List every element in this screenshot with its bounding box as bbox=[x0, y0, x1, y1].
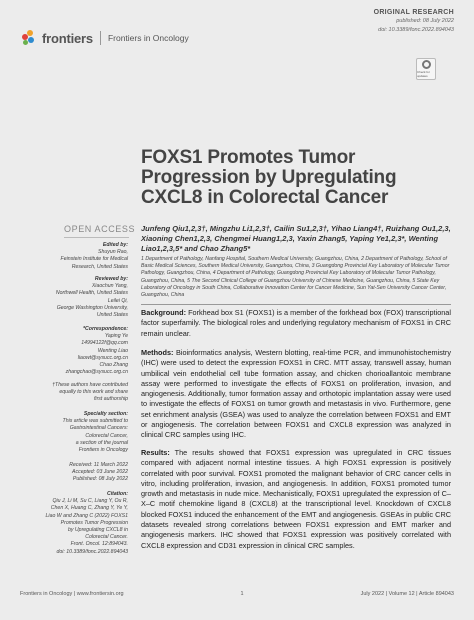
citation-line: Colorectal Cancer. bbox=[85, 534, 128, 541]
reviewer-line: Leilei Qi, bbox=[107, 297, 128, 304]
frontiers-logo[interactable] bbox=[22, 30, 189, 46]
correspondence-email[interactable]: 14994122f@qq.com bbox=[81, 340, 128, 347]
frontiers-logo-icon bbox=[22, 30, 38, 46]
methods-text: Bioinformatics analysis, Western blotting, real-time PCR, and immunohistochemistry (IHC) were used to detect the expression FOXS1 in CRC. MTT assay, transwell assay, human umbilical vein endothelial cell tube formation assay, and chicken chorioallantoic membrane assay were performed to investigate the effects of FOXS1 on proliferation, invasion, and angiogenesis. Additionally, tumor formation assay and orthotopic implantation assay were used to investigate the effects of FOXS1 on tumor growth and metastasis in vivo. Furthermore, gene set enrichment analysis (GSEA) was used to analyze the correlation between FOXS1 and EMT or angiogenesis. The correlation between FOXS1 and CXCL8 expression was analyzed in clinical CRC samples using IHC. bbox=[141, 348, 451, 440]
editor-line: Research, United States bbox=[71, 263, 128, 270]
published-date-left: Published: 08 July 2022 bbox=[72, 476, 128, 483]
contribution-note bbox=[30, 382, 128, 404]
specialty-line: a section of the journal bbox=[75, 439, 128, 446]
results-label: Results: bbox=[141, 448, 170, 457]
correspondence-line: Wenting Liao bbox=[97, 347, 128, 354]
article-type: ORIGINAL RESEARCH bbox=[373, 9, 454, 16]
correspondence-section bbox=[30, 326, 128, 376]
correspondence-email[interactable]: zhangchao@sysucc.org.cn bbox=[65, 369, 128, 376]
reviewer-line: United States bbox=[96, 312, 128, 319]
open-access-divider bbox=[64, 237, 129, 238]
citation-line: Chen X, Huang C, Zhang Y, Ye Y, bbox=[50, 505, 128, 512]
specialty-line: Gastrointestinal Cancers: bbox=[69, 425, 128, 432]
contribution-line: equally to this work and share bbox=[59, 389, 128, 396]
citation-doi[interactable]: doi: 10.3389/fonc.2022.894043 bbox=[56, 548, 128, 555]
page-number: 1 bbox=[240, 591, 244, 597]
citation-heading: Citation: bbox=[106, 491, 128, 497]
article-meta bbox=[374, 8, 454, 35]
citation-section bbox=[30, 491, 128, 556]
doi[interactable]: doi: 10.3389/fonc.2022.894043 bbox=[378, 27, 454, 33]
reviewer-line: Xiaochun Yang, bbox=[91, 283, 128, 290]
affiliations: 1 Department of Pathology, Nanfang Hospital, Southern Medical University, Guangzhou, China, 2 Department of Pathology, School of Basic Medical Sciences, Southern Medical University, Guangzhou, China, 3 Guangdong Provincial Key Laboratory of Molecular Tumor Pathology, Guangzhou, China, 4 Department of Pathology, Guangdong Provincial Key Laboratory of Molecular Tumor Pathology, Guangzhou, China, 5 The Second Clinical College of Guangzhou University of Chinese Medicine, Guangzhou, China, 5 State Key Laboratory of Oncology in South China, Collaborative Innovation Center for Cancer Medicine, Sun Yat-Sen University Cancer Center, Guangzhou, China bbox=[141, 256, 450, 299]
brand-name: frontiers bbox=[42, 30, 93, 46]
abstract-background bbox=[141, 308, 451, 339]
specialty-line: This article was submitted to bbox=[62, 418, 128, 425]
methods-label: Methods: bbox=[141, 348, 174, 357]
editor-line: Shuyun Rao, bbox=[98, 249, 128, 256]
contribution-line: first authorship bbox=[93, 396, 128, 403]
specialty-section bbox=[30, 411, 128, 454]
background-label: Background: bbox=[141, 308, 186, 317]
journal-name: Frontiers in Oncology bbox=[107, 33, 189, 43]
check-updates-icon bbox=[422, 60, 431, 69]
edited-by-section bbox=[30, 242, 128, 271]
specialty-heading: Specialty section: bbox=[83, 411, 128, 417]
reviewer-line: Northwell Health, United States bbox=[55, 290, 128, 297]
reviewed-by-heading: Reviewed by: bbox=[94, 276, 128, 282]
editor-line: Feinstein Institute for Medical bbox=[60, 256, 128, 263]
correspondence-line: Chao Zhang bbox=[99, 362, 128, 369]
published-date: published: 08 July 2022 bbox=[396, 18, 454, 24]
abstract-top-divider bbox=[141, 304, 451, 305]
correspondence-line: Yaping Ye bbox=[104, 333, 128, 340]
reviewer-line: George Washington University, bbox=[56, 304, 128, 311]
open-access-label: OPEN ACCESS bbox=[64, 224, 136, 234]
specialty-line: Frontiers in Oncology bbox=[78, 447, 128, 454]
check-updates-label: Check for updates bbox=[417, 70, 430, 78]
footer-volume: July 2022 | Volume 12 | Article 894043 bbox=[360, 591, 454, 597]
page-footer bbox=[20, 591, 454, 597]
correspondence-heading: *Correspondence: bbox=[83, 326, 128, 332]
correspondence-email[interactable]: liaowt@sysucc.org.cn bbox=[77, 354, 128, 361]
contribution-line: †These authors have contributed bbox=[52, 382, 128, 388]
received-date: Received: 11 March 2022 bbox=[69, 462, 128, 468]
accepted-date: Accepted: 03 June 2022 bbox=[72, 469, 128, 476]
article-title: FOXS1 Promotes Tumor Progression by Upregulating CXCL8 in Colorectal Cancer bbox=[141, 147, 397, 208]
citation-line: Front. Oncol. 12:894043. bbox=[70, 541, 128, 548]
citation-line: Liao W and Zhang C (2022) FOXS1 bbox=[45, 512, 128, 519]
reviewed-by-section bbox=[30, 276, 128, 319]
author-list: Junfeng Qiu1,2,3†, Mingzhu Li1,2,3†, Cailin Su1,2,3†, Yihao Liang4†, Ruizhang Ou1,2,3, Xiaoning Chen1,2,3, Chengmei Huang1,2,3, Yaxin Zhang5, Yaping Ye1,2,3*, Wenting Liao1,2,3,5* and Chao Zhang5* bbox=[141, 224, 451, 253]
citation-line: Promotes Tumor Progression bbox=[60, 519, 128, 526]
edited-by-heading: Edited by: bbox=[102, 242, 128, 248]
check-updates-button[interactable] bbox=[416, 58, 436, 80]
citation-line: Qiu J, Li M, Su C, Liang Y, Ou R, bbox=[52, 498, 128, 505]
logo-divider bbox=[100, 31, 101, 45]
dates-section bbox=[30, 462, 128, 484]
abstract-results bbox=[141, 448, 451, 551]
footer-journal-link[interactable]: Frontiers in Oncology | www.frontiersin.org bbox=[20, 591, 124, 597]
citation-line: by Upregulating CXCL8 in bbox=[68, 527, 128, 534]
abstract-methods bbox=[141, 348, 451, 441]
specialty-line: Colorectal Cancer, bbox=[85, 432, 128, 439]
background-text: Forkhead box S1 (FOXS1) is a member of the forkhead box (FOX) transcriptional factor superfamily. The biological roles and underlying regulatory mechanism of FOXS1 in CRC remain unclear. bbox=[141, 308, 451, 338]
results-text: The results showed that FOXS1 expression was upregulated in CRC tissues compared with adjacent normal intestine tissues. A high FOXS1 expression is positively correlated with poor survival. FOXS1 promoted the malignant behavior of CRC cancer cells in vitro, including proliferation, invasion, and angiogenesis. In addition, FOXS1 promoted tumor growth and metastasis in nude mice. Mechanistically, FOXS1 upregulated the expression of C–X–C motif chemokine ligand 8 (CXCL8) at the transcriptional level. Knockdown of CXCL8 blocked FOXS1 induced the enhancement of the EMT and angiogenesis. GSEAs in public CRC datasets revealed strong correlations between FOXS1 expression and EMT marker and angiogenesis markers. IHC showed that FOXS1 expression was positively correlated with CXCL8 expression and CD31 expression in clinical CRC samples. bbox=[141, 448, 451, 550]
